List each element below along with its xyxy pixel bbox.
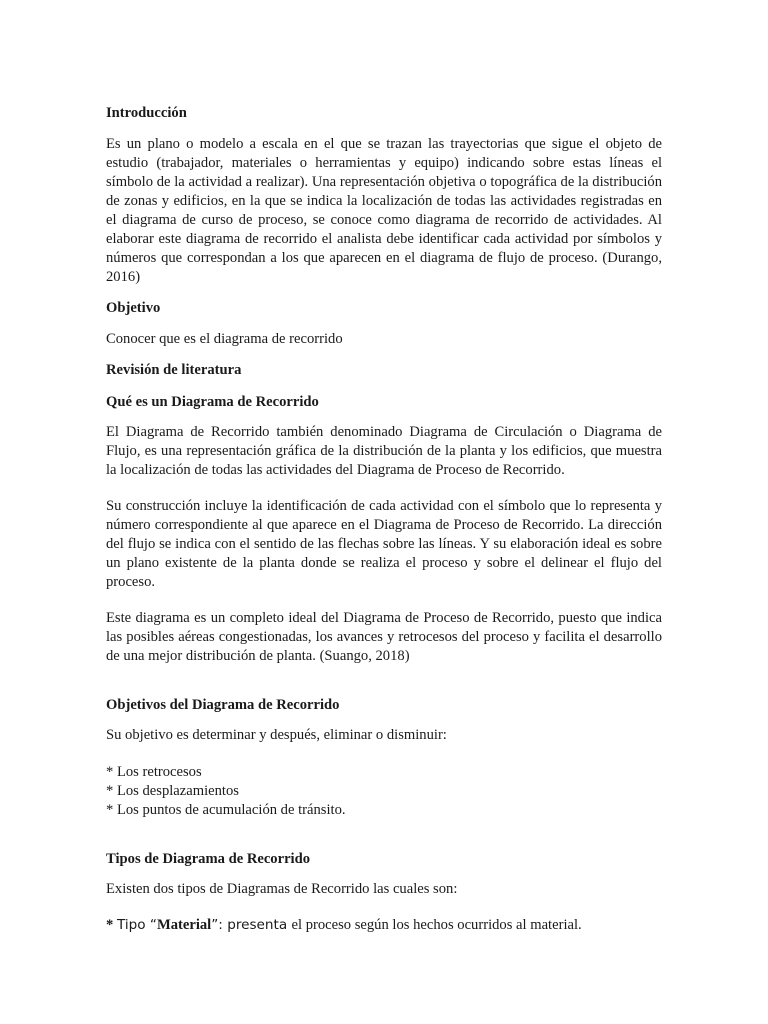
type-prefix: Tipo “ bbox=[116, 917, 157, 933]
objective-paragraph: Conocer que es el diagrama de recorrido bbox=[106, 331, 343, 347]
type-material-label: Material bbox=[156, 917, 212, 933]
types-heading: Tipos de Diagrama de Recorrido bbox=[106, 851, 311, 867]
what-is-paragraph-3: Este diagrama es un completo ideal del Diagrama de Proceso de Recorrido, puesto que indica las posibles aéreas congestionadas, los avances y retrocesos del proceso y facilita el desarrollo de una mejor distribución de planta. (Suango, 2018) bbox=[106, 610, 662, 664]
intro-heading: Introducción bbox=[106, 105, 187, 121]
objectives-list bbox=[106, 763, 662, 820]
what-is-heading: Qué es un Diagrama de Recorrido bbox=[106, 394, 319, 410]
objectives-diagram-heading: Objetivos del Diagrama de Recorrido bbox=[106, 697, 340, 713]
what-is-paragraph-1: El Diagrama de Recorrido también denominado Diagrama de Circulación o Diagrama de Flujo, es una representación gráfica de la distribución de la planta y los edificios, que muestra la localización de todas las actividades del Diagrama de Proceso de Recorrido. bbox=[106, 424, 662, 478]
types-intro: Existen dos tipos de Diagramas de Recorrido las cuales son: bbox=[106, 881, 458, 897]
list-item: * Los retrocesos bbox=[106, 764, 202, 780]
objective-heading: Objetivo bbox=[106, 300, 161, 316]
types-item-material bbox=[106, 916, 662, 935]
type-description: el proceso según los hechos ocurridos al material. bbox=[291, 917, 582, 933]
intro-paragraph: Es un plano o modelo a escala en el que se trazan las trayectorias que sigue el objeto de estudio (trabajador, materiales o herramientas y equipo) indicando sobre estas líneas el símbolo de la actividad a realizar). Una representación objetiva o topográfica de la distribución de zonas y edificios, en la que se indica la localización de todas las actividades registradas en el diagrama de curso de proceso, se conoce como diagrama de recorrido de actividades. Al elaborar este diagrama de recorrido el analista debe identificar cada actividad por símbolos y números que correspondan a los que aparecen en el diagrama de flujo de proceso. (Durango, 2016) bbox=[106, 136, 662, 285]
list-item: * Los puntos de acumulación de tránsito. bbox=[106, 802, 346, 818]
type-presenta: presenta bbox=[227, 917, 292, 933]
what-is-paragraph-2: Su construcción incluye la identificación de cada actividad con el símbolo que lo representa y número correspondiente al que aparece en el Diagrama de Proceso de Recorrido. La dirección del flujo se indica con el sentido de las flechas sobre las líneas. Y su elaboración ideal es sobre un plano existente de la planta donde se realiza el proceso y sobre el delinear el flujo del proceso. bbox=[106, 498, 662, 590]
bullet-star: * bbox=[106, 917, 117, 933]
literature-heading: Revisión de literatura bbox=[106, 362, 242, 378]
type-suffix: ”: bbox=[211, 917, 228, 933]
list-item: * Los desplazamientos bbox=[106, 783, 239, 799]
objectives-diagram-intro: Su objetivo es determinar y después, eliminar o disminuir: bbox=[106, 727, 447, 743]
